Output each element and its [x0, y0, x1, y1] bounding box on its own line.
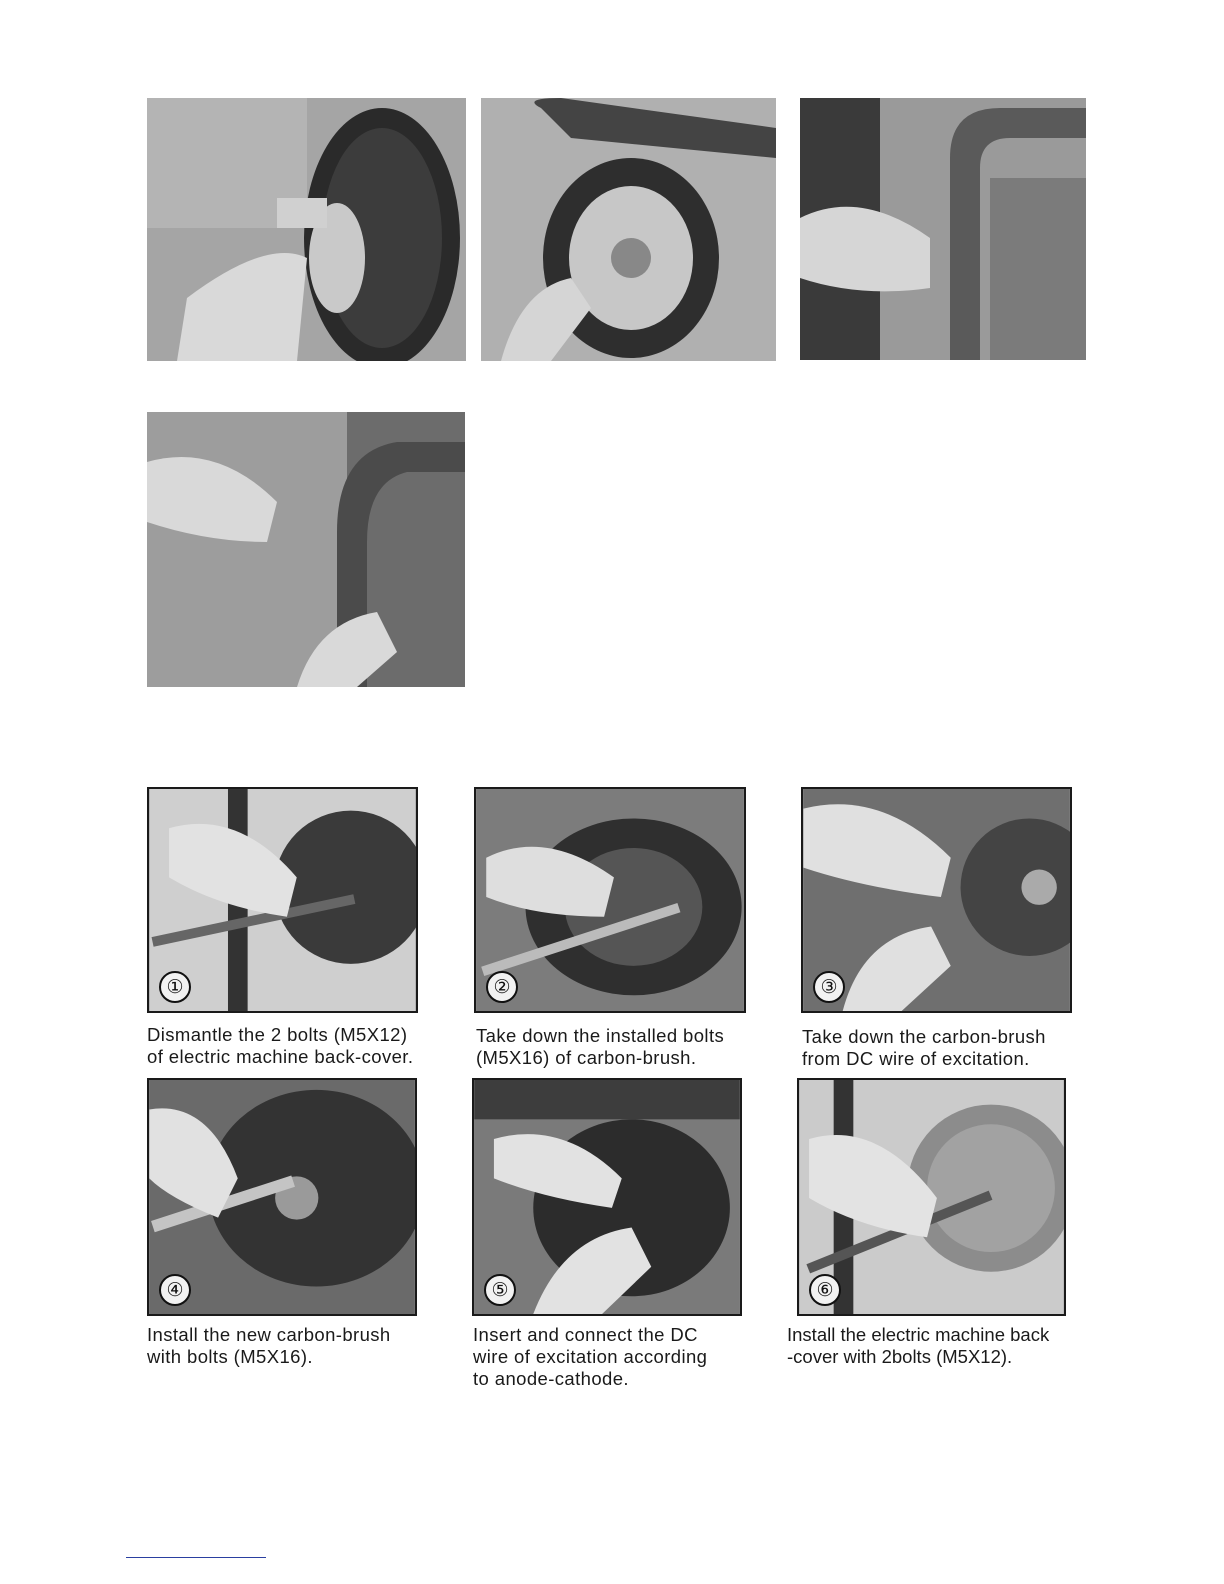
- step-number-badge: ③: [813, 971, 845, 1003]
- step-caption-6: [787, 1324, 1049, 1368]
- wheel-removal-photo: [147, 98, 466, 361]
- step-number-badge: ⑤: [484, 1274, 516, 1306]
- step-photo-6: [797, 1078, 1066, 1316]
- caption-line: wire of excitation according: [473, 1346, 708, 1367]
- step-caption-5: [473, 1324, 707, 1390]
- caption-line: of electric machine back-cover.: [147, 1046, 414, 1067]
- caption-line: Install the new carbon-brush: [147, 1324, 391, 1345]
- caption-line: Take down the installed bolts: [476, 1025, 725, 1046]
- caption-line: Install the electric machine back: [787, 1324, 1050, 1345]
- caption-line: to anode-cathode.: [473, 1368, 629, 1389]
- handle-wrench-photo: [147, 412, 465, 687]
- step-number-badge: ①: [159, 971, 191, 1003]
- step-photo-5: [472, 1078, 742, 1316]
- wheel-photo-1: [147, 98, 466, 361]
- install-brush-photo: [149, 1080, 415, 1314]
- caption-line: (M5X16) of carbon-brush.: [476, 1047, 697, 1068]
- step-photo-3: [801, 787, 1072, 1013]
- connect-wire-photo: [474, 1080, 740, 1314]
- caption-line: Dismantle the 2 bolts (M5X12): [147, 1024, 408, 1045]
- step-caption-3: [802, 1026, 1046, 1070]
- caption-line: Take down the carbon-brush: [802, 1026, 1046, 1047]
- back-cover-bolts-photo: [149, 789, 416, 1011]
- step-photo-1: [147, 787, 418, 1013]
- caption-line: -cover with 2bolts (M5X12).: [787, 1346, 1013, 1367]
- caption-line: Insert and connect the DC: [473, 1324, 698, 1345]
- footer-rule: [126, 1557, 266, 1558]
- carbon-brush-bolts-photo: [476, 789, 744, 1011]
- step-caption-4: [147, 1324, 391, 1368]
- caption-line: from DC wire of excitation.: [802, 1048, 1030, 1069]
- step-photo-2: [474, 787, 746, 1013]
- step-number-badge: ⑥: [809, 1274, 841, 1306]
- step-number-badge: ④: [159, 1274, 191, 1306]
- wheel-photo-2: [481, 98, 776, 361]
- frame-bolt-photo: [800, 98, 1086, 360]
- wheel-photo-3: [800, 98, 1086, 360]
- step-number-badge: ②: [486, 971, 518, 1003]
- step-caption-2: [476, 1025, 724, 1069]
- install-back-cover-photo: [799, 1080, 1064, 1314]
- wheel-pliers-photo: [481, 98, 776, 361]
- step-photo-4: [147, 1078, 417, 1316]
- step-caption-1: [147, 1024, 413, 1068]
- wheel-photo-4: [147, 412, 465, 687]
- remove-brush-photo: [803, 789, 1070, 1011]
- caption-line: with bolts (M5X16).: [147, 1346, 313, 1367]
